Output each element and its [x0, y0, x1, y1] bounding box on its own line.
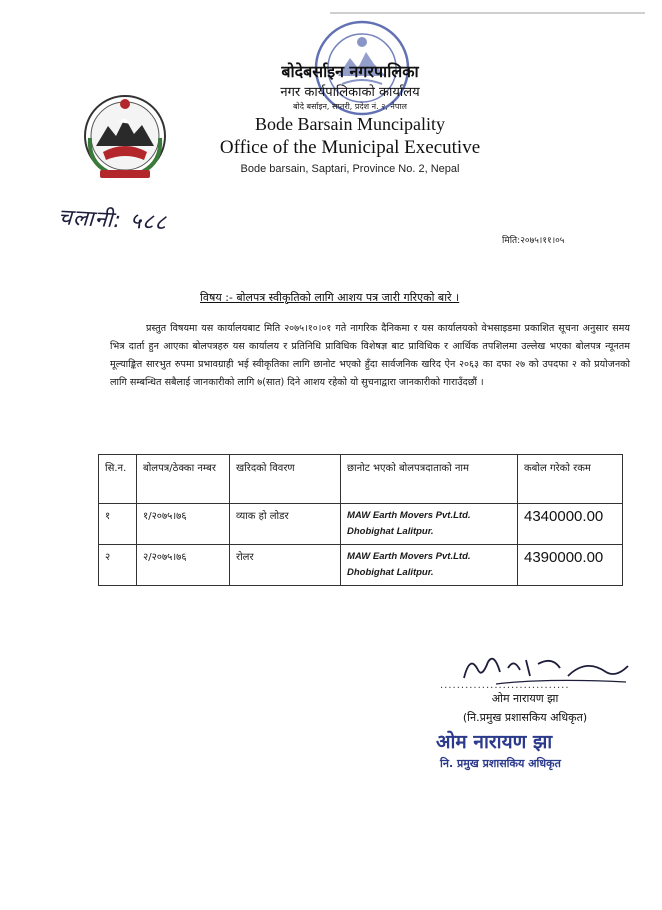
row-sn: २ [99, 545, 137, 586]
table-row [99, 504, 623, 545]
stamp-title: नि. प्रमुख प्रशासकिय अधिकृत [440, 757, 561, 770]
letter-body: प्रस्तुत विषयमा यस कार्यालयबाट मिति २०७५।१०।०१ गते नागरिक दैनिकमा र यस कार्यालयको वेभसाइडमा प्रकाशित सूचना अनुसार समय भित्र दार्ता हुन आएका बोलपत्रहरु यस कार्यालय र प्रतिनिधि प्राविधिक विशेषज्ञ बाट प्राविधिक र आर्थिक तपशिलमा उल्लेख भएका बोलपत्र न्यूनतम मूल्याङ्कित सारभुत रुपमा प्रभावग्राही भई स्वीकृतिका लागि छानोट भएको हुँदा सार्वजनिक खरिद ऐन २०६३ का दफा २७ को उपदफा २ को प्रयोजनको लागि सम्बन्धित सबैलाई जानकारीको लागि ७(सात) दिने आशय रहेको यो सुचनाद्वारा जानकारीको गाराउँदछौं । [110, 323, 630, 388]
scan-edge-line [330, 12, 645, 14]
stamp-name: ओम नारायण झा [436, 731, 553, 753]
letter-date: मिति:२०७५।११।०५ [502, 236, 565, 246]
bid-table [98, 454, 623, 586]
row-amount [518, 504, 623, 545]
header-amount: कबोल गरेको रकम [518, 455, 623, 504]
signer-title: (नि.प्रमुख प्रशासकिय अधिकृत) [462, 711, 588, 724]
row-bidder [341, 504, 518, 545]
row-contract-number: २/२०७५।७६ [137, 545, 230, 586]
address-np: बोदे बर्साइन, सप्तरी, प्रदेश नं. २, नेपाल [293, 102, 407, 111]
header-bidder: छानोट भएको बोलपत्रदाताको नाम [341, 455, 518, 504]
bidder-address: Dhobighat Lalitpur. [347, 567, 434, 578]
bidder-name: MAW Earth Movers Pvt.Ltd. [347, 510, 471, 521]
table-header-row [99, 455, 623, 504]
nepal-emblem-icon [78, 92, 172, 182]
municipality-name-en: Bode Barsain Muncipality [255, 114, 445, 134]
bidder-address: Dhobighat Lalitpur. [347, 526, 434, 537]
signer-name: ओम नारायण झा [491, 692, 559, 705]
bid-amount: 4390000.00 [524, 549, 604, 566]
bidder-name: MAW Earth Movers Pvt.Ltd. [347, 551, 471, 562]
row-bidder [341, 545, 518, 586]
letter-subject: विषय :- बोलपत्र स्वीकृतिको लागि आशय पत्र जारी गरिएको बारे । [200, 291, 460, 304]
row-sn: १ [99, 504, 137, 545]
header-sn: सि.न. [99, 455, 137, 504]
table-row [99, 545, 623, 586]
header-contract-number: बोलपत्र/ठेक्का नम्बर [137, 455, 230, 504]
row-amount [518, 545, 623, 586]
address-en: Bode barsain, Saptari, Province No. 2, Nepal [240, 163, 460, 175]
row-contract-number: १/२०७५।७६ [137, 504, 230, 545]
office-name-np: नगर कार्यपालिकाको कार्यालय [280, 85, 420, 100]
signature-line: ............................... [440, 680, 570, 691]
municipality-name-np: बोदेबर्साइन नगरपालिका [281, 62, 419, 81]
row-description: रोलर [230, 545, 341, 586]
dispatch-number: चलानी: ५८८ [57, 205, 168, 236]
bid-amount: 4340000.00 [524, 508, 604, 525]
office-name-en: Office of the Municipal Executive [219, 137, 481, 158]
row-description: व्याक हो लोडर [230, 504, 341, 545]
header-description: खरिदको विवरण [230, 455, 341, 504]
